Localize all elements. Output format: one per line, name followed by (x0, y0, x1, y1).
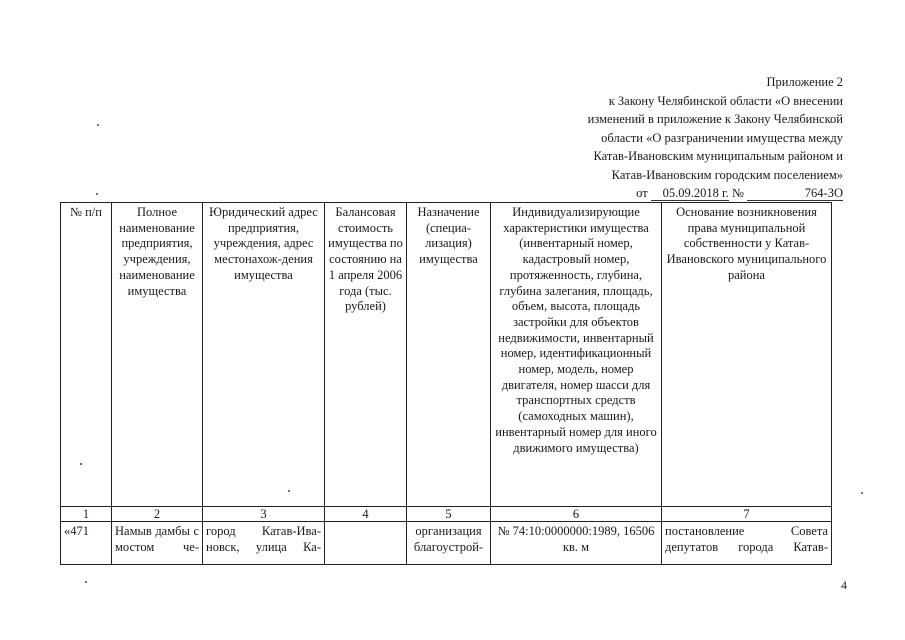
col-header-book-value: Балансовая стоимость имущества по состоянию на 1 апреля 2006 года (тыс. рублей) (325, 203, 407, 507)
header-line-1: Приложение 2 (766, 75, 843, 89)
cell-basis: постановление Совета депутатов города Катав- (662, 522, 832, 565)
cell-book-value (325, 522, 407, 565)
column-number-row (61, 507, 832, 522)
header-line-4: области «О разграничении имущества между (601, 130, 843, 145)
header-date-line (523, 184, 843, 203)
header-line-3: изменений в приложение к Закону Челябинской (587, 112, 843, 126)
number-label: № (731, 186, 744, 200)
col-number: 6 (491, 507, 662, 522)
col-number: 5 (407, 507, 491, 522)
table-row (61, 522, 832, 565)
scan-speck (80, 463, 82, 465)
col-header-characteristics: Индивидуализирующие характеристики имущества (инвентарный номер, кадастровый номер, протяженность, глубина, глубина залегания, площадь, объем, высота, площадь застройки для объектов недвижимости, инвентарный номер, идентификационный номер, модель, номер двигателя, номер шасси для транспортных средств (самоходных машин), инвентарный номер для иного движимого имущества) (491, 203, 662, 507)
col-number: 2 (112, 507, 203, 522)
page-number: 4 (841, 578, 847, 592)
col-header-name: Полное наименование предприятия, учреждения, наименование имущества (112, 203, 203, 507)
property-table (60, 202, 832, 565)
cell-characteristics: № 74:10:0000000:1989, 16506 кв. м (491, 522, 662, 565)
appendix-header (523, 73, 843, 203)
cell-number: «471 (61, 522, 112, 565)
table-header-row (61, 203, 832, 507)
header-line-6: Катав-Ивановским городским поселением» (611, 167, 843, 182)
header-line-2: к Закону Челябинской области «О внесении (608, 93, 843, 108)
col-number: 3 (203, 507, 325, 522)
col-number: 4 (325, 507, 407, 522)
scan-speck (85, 581, 87, 583)
col-header-basis: Основание возникновения права муниципальной собственности у Катав-Ивановского муниципального района (662, 203, 832, 507)
law-number: 764-ЗО (747, 186, 843, 201)
cell-address: город Катав-Ива-новск, улица Ка- (203, 522, 325, 565)
scan-speck (288, 490, 290, 492)
cell-name: Намыв дамбы с мостом че- (112, 522, 203, 565)
col-number: 7 (662, 507, 832, 522)
col-header-address: Юридический адрес предприятия, учреждения, адрес местонахож-дения имущества (203, 203, 325, 507)
header-line-5: Катав-Ивановским муниципальным районом и (593, 149, 843, 163)
from-label: от (636, 186, 648, 200)
col-header-number: № п/п (61, 203, 112, 507)
col-number: 1 (61, 507, 112, 522)
scan-speck (96, 193, 98, 195)
scan-speck (861, 492, 863, 494)
col-header-purpose: Назначение (специа-лизация) имущества (407, 203, 491, 507)
law-date: 05.09.2018 г. (651, 186, 729, 201)
cell-purpose: организация благоустрой- (407, 522, 491, 565)
scan-speck (97, 124, 99, 126)
